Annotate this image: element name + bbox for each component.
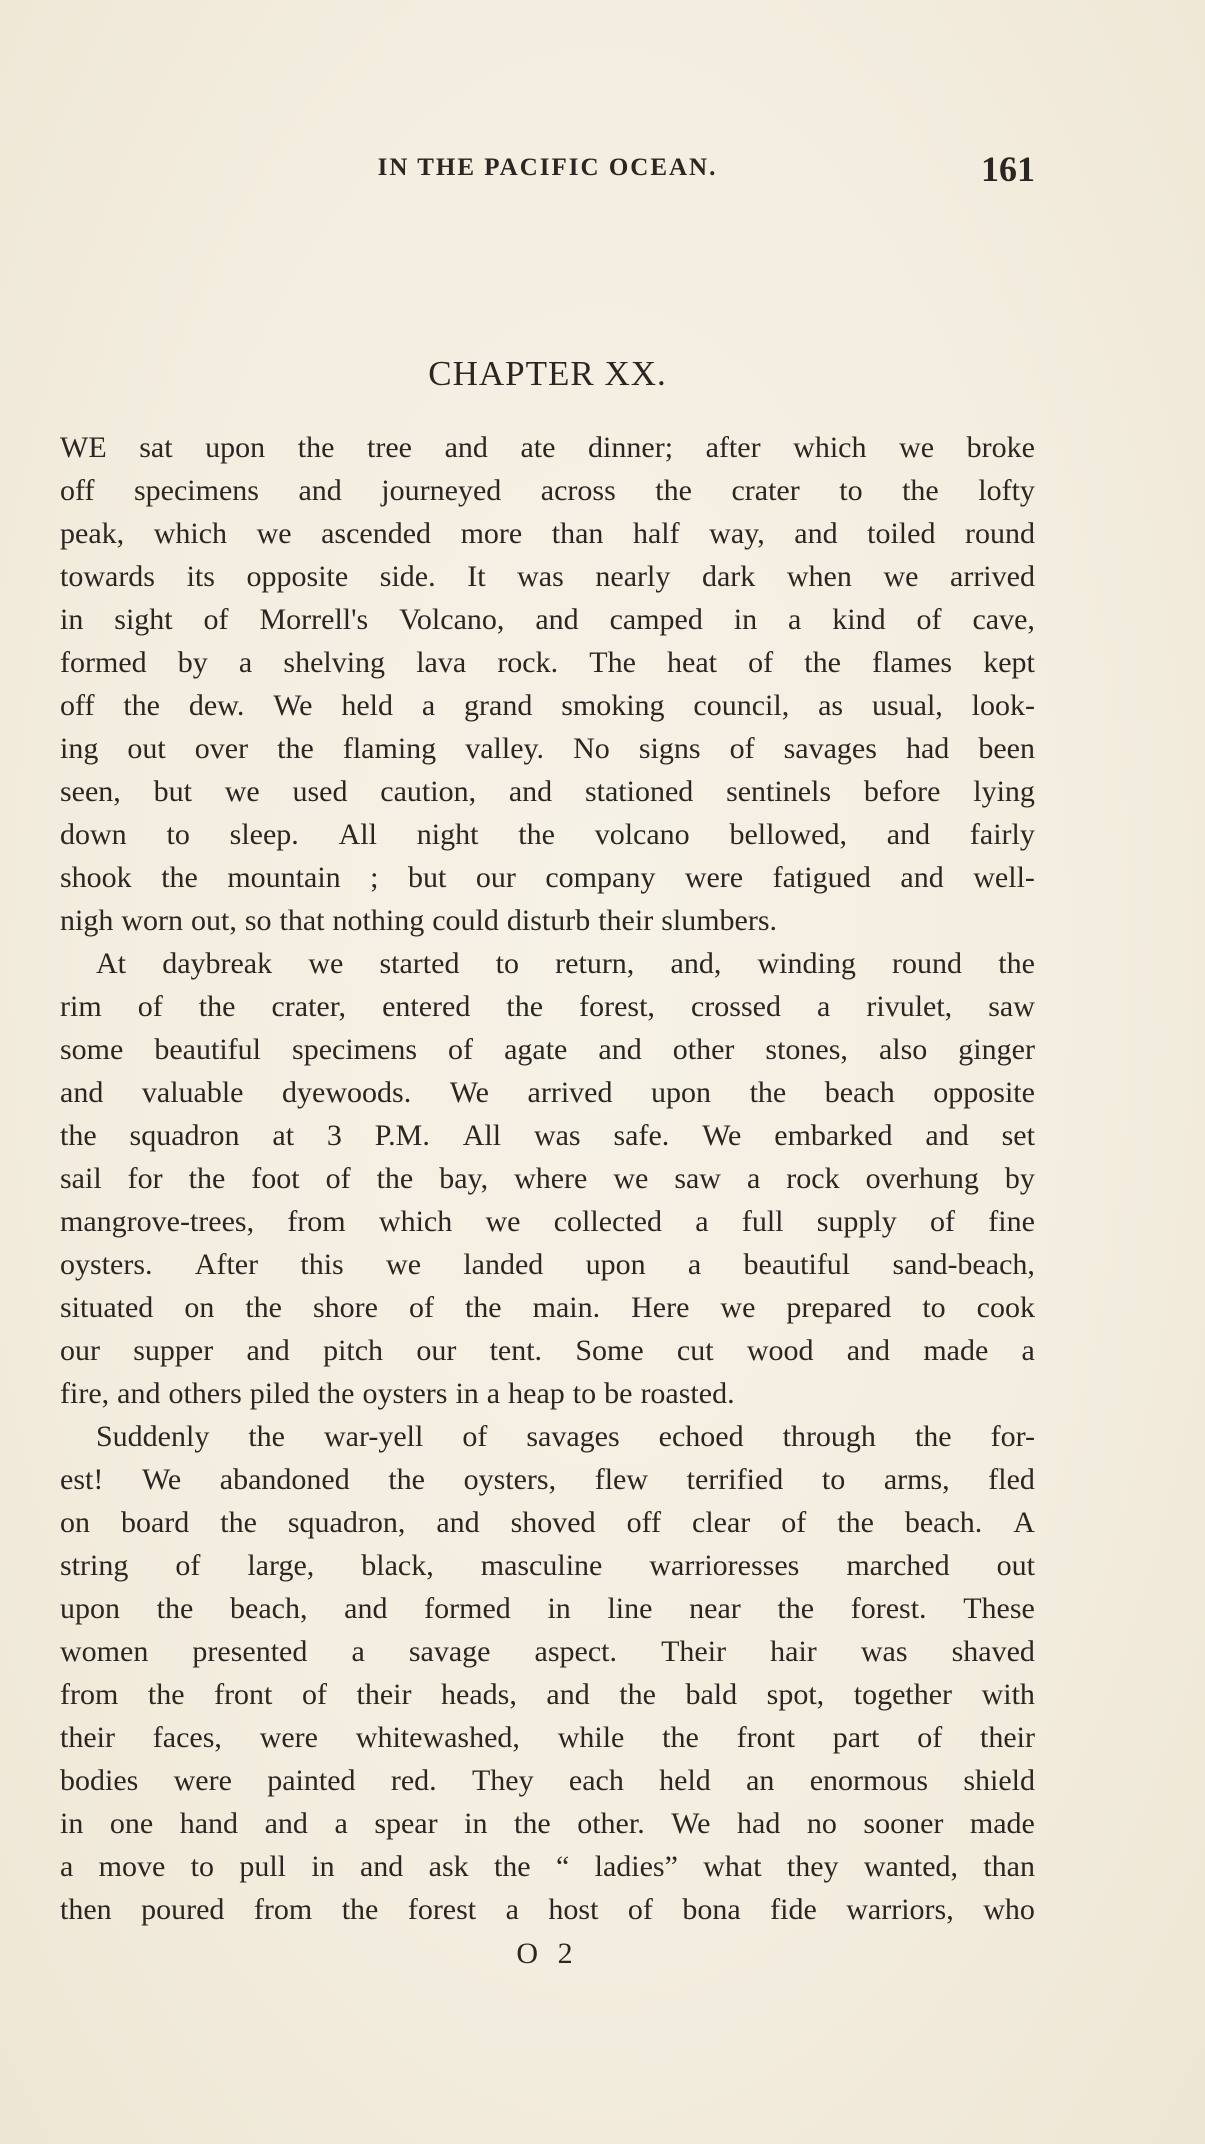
page-number: 161	[981, 149, 1035, 189]
text-line: then poured from the forest a host of bona fide warriors, who	[60, 1893, 1035, 1926]
text-line: upon the beach, and formed in line near the forest. These	[60, 1592, 1035, 1625]
running-head	[60, 148, 1035, 188]
text-line: peak, which we ascended more than half way, and toiled round	[60, 517, 1035, 550]
text-line: sail for the foot of the bay, where we saw a rock overhung by	[60, 1162, 1035, 1195]
text-line: bodies were painted red. They each held an enormous shield	[60, 1764, 1035, 1797]
text-line: nigh worn out, so that nothing could disturb their slumbers.	[60, 904, 778, 937]
text-line: some beautiful specimens of agate and other stones, also ginger	[60, 1033, 1035, 1066]
text-line: Suddenly the war-yell of savages echoed through the for-	[96, 1420, 1035, 1453]
text-line: mangrove-trees, from which we collected a full supply of fine	[60, 1205, 1035, 1238]
text-line: down to sleep. All night the volcano bellowed, and fairly	[60, 818, 1035, 851]
text-line: towards its opposite side. It was nearly dark when we arrived	[60, 560, 1035, 593]
text-line: rim of the crater, entered the forest, crossed a rivulet, saw	[60, 990, 1035, 1023]
body-text	[60, 426, 1035, 1931]
text-line: our supper and pitch our tent. Some cut wood and made a	[60, 1334, 1035, 1367]
text-line: their faces, were whitewashed, while the front part of their	[60, 1721, 1035, 1754]
text-line: a move to pull in and ask the “ ladies” what they wanted, than	[60, 1850, 1035, 1883]
text-line: WE sat upon the tree and ate dinner; after which we broke	[60, 431, 1035, 464]
text-line: from the front of their heads, and the bald spot, together with	[60, 1678, 1035, 1711]
text-line: off specimens and journeyed across the crater to the lofty	[60, 474, 1035, 507]
paragraph	[60, 942, 1035, 1415]
text-line: situated on the shore of the main. Here we prepared to cook	[60, 1291, 1035, 1324]
text-line: string of large, black, masculine warrioresses marched out	[60, 1549, 1035, 1582]
paragraph	[60, 426, 1035, 942]
text-line: in one hand and a spear in the other. We had no sooner made	[60, 1807, 1035, 1840]
text-line: shook the mountain ; but our company were fatigued and well-	[60, 861, 1035, 894]
text-line: in sight of Morrell's Volcano, and camped in a kind of cave,	[60, 603, 1035, 636]
text-line: and valuable dyewoods. We arrived upon the beach opposite	[60, 1076, 1035, 1109]
text-line: At daybreak we started to return, and, winding round the	[96, 947, 1035, 980]
text-line: the squadron at 3 P.M. All was safe. We embarked and set	[60, 1119, 1035, 1152]
text-line: on board the squadron, and shoved off clear of the beach. A	[60, 1506, 1035, 1539]
text-line: est! We abandoned the oysters, flew terrified to arms, fled	[60, 1463, 1035, 1496]
text-line: women presented a savage aspect. Their hair was shaved	[60, 1635, 1035, 1668]
text-line: fire, and others piled the oysters in a heap to be roasted.	[60, 1377, 735, 1410]
text-line: ing out over the flaming valley. No signs of savages had been	[60, 732, 1035, 765]
text-line: formed by a shelving lava rock. The heat of the flames kept	[60, 646, 1035, 679]
signature-mark: O 2	[516, 1937, 579, 1970]
running-title: IN THE PACIFIC OCEAN.	[377, 154, 718, 181]
text-line: oysters. After this we landed upon a beautiful sand-beach,	[60, 1248, 1035, 1281]
paragraph	[60, 1415, 1035, 1931]
text-line: seen, but we used caution, and stationed sentinels before lying	[60, 775, 1035, 808]
chapter-heading: CHAPTER XX.	[428, 354, 667, 393]
text-line: off the dew. We held a grand smoking council, as usual, look-	[60, 689, 1035, 722]
